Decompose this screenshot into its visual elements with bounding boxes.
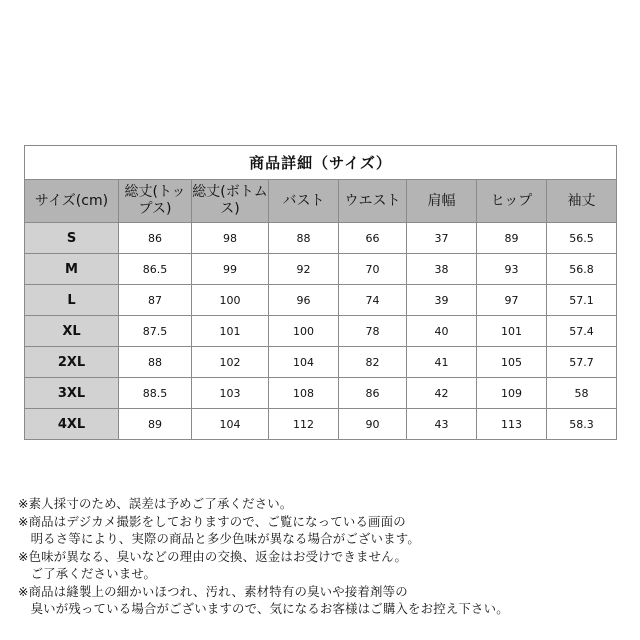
size-label-cell: L bbox=[25, 285, 119, 316]
table-cell: 89 bbox=[119, 409, 192, 440]
size-label-cell: M bbox=[25, 254, 119, 285]
note-line: 臭いが残っている場合がございますので、気になるお客様はご購入をお控え下さい。 bbox=[18, 601, 509, 616]
table-cell: 102 bbox=[192, 347, 269, 378]
table-cell: 57.4 bbox=[547, 316, 617, 347]
table-cell: 70 bbox=[339, 254, 407, 285]
table-cell: 82 bbox=[339, 347, 407, 378]
table-cell: 108 bbox=[269, 378, 339, 409]
table-cell: 104 bbox=[192, 409, 269, 440]
table-cell: 56.5 bbox=[547, 223, 617, 254]
column-header: 総丈(ボトムス) bbox=[192, 180, 269, 223]
table-row bbox=[25, 223, 617, 254]
table-cell: 90 bbox=[339, 409, 407, 440]
notes-section bbox=[18, 495, 638, 618]
table-cell: 38 bbox=[407, 254, 477, 285]
column-header: 肩幅 bbox=[407, 180, 477, 223]
table-cell: 96 bbox=[269, 285, 339, 316]
table-cell: 100 bbox=[192, 285, 269, 316]
table-cell: 58 bbox=[547, 378, 617, 409]
table-title: 商品詳細（サイズ） bbox=[25, 146, 617, 180]
table-cell: 88.5 bbox=[119, 378, 192, 409]
table-cell: 43 bbox=[407, 409, 477, 440]
table-cell: 42 bbox=[407, 378, 477, 409]
table-cell: 93 bbox=[477, 254, 547, 285]
size-label-cell: 2XL bbox=[25, 347, 119, 378]
table-cell: 86 bbox=[339, 378, 407, 409]
table-cell: 37 bbox=[407, 223, 477, 254]
table-cell: 74 bbox=[339, 285, 407, 316]
table-row bbox=[25, 285, 617, 316]
size-table bbox=[24, 145, 617, 440]
table-cell: 78 bbox=[339, 316, 407, 347]
table-cell: 57.1 bbox=[547, 285, 617, 316]
column-header: 袖丈 bbox=[547, 180, 617, 223]
table-cell: 86 bbox=[119, 223, 192, 254]
table-cell: 56.8 bbox=[547, 254, 617, 285]
size-label-cell: 3XL bbox=[25, 378, 119, 409]
table-cell: 58.3 bbox=[547, 409, 617, 440]
table-cell: 66 bbox=[339, 223, 407, 254]
column-header: ウエスト bbox=[339, 180, 407, 223]
table-header-row bbox=[25, 180, 617, 223]
table-cell: 87 bbox=[119, 285, 192, 316]
note-line: ※色味が異なる、臭いなどの理由の交換、返金はお受けできません。 bbox=[18, 548, 408, 564]
column-header: バスト bbox=[269, 180, 339, 223]
table-cell: 39 bbox=[407, 285, 477, 316]
table-cell: 89 bbox=[477, 223, 547, 254]
column-header: 総丈(トップス) bbox=[119, 180, 192, 223]
size-label-cell: 4XL bbox=[25, 409, 119, 440]
table-cell: 88 bbox=[269, 223, 339, 254]
table-cell: 41 bbox=[407, 347, 477, 378]
table-cell: 87.5 bbox=[119, 316, 192, 347]
table-cell: 40 bbox=[407, 316, 477, 347]
table-body bbox=[25, 223, 617, 440]
table-cell: 113 bbox=[477, 409, 547, 440]
table-cell: 99 bbox=[192, 254, 269, 285]
table-cell: 100 bbox=[269, 316, 339, 347]
size-label-cell: S bbox=[25, 223, 119, 254]
table-cell: 101 bbox=[477, 316, 547, 347]
table-row bbox=[25, 347, 617, 378]
table-cell: 97 bbox=[477, 285, 547, 316]
table-cell: 92 bbox=[269, 254, 339, 285]
table-row bbox=[25, 409, 617, 440]
table-cell: 103 bbox=[192, 378, 269, 409]
table-cell: 98 bbox=[192, 223, 269, 254]
table-cell: 105 bbox=[477, 347, 547, 378]
table-cell: 88 bbox=[119, 347, 192, 378]
note-line: ※商品は縫製上の細かいほつれ、汚れ、素材特有の臭いや接着剤等の bbox=[18, 583, 408, 599]
table-cell: 104 bbox=[269, 347, 339, 378]
note-line: ご了承くださいませ。 bbox=[18, 566, 157, 581]
note-line: ※素人採寸のため、誤差は予めご了承ください。 bbox=[18, 496, 293, 511]
column-header: サイズ(cm) bbox=[25, 180, 119, 223]
table-cell: 57.7 bbox=[547, 347, 617, 378]
column-header: ヒップ bbox=[477, 180, 547, 223]
table-cell: 109 bbox=[477, 378, 547, 409]
note-line: ※商品はデジカメ撮影をしておりますので、ご覧になっている画面の bbox=[18, 513, 406, 529]
table-row bbox=[25, 316, 617, 347]
note-line: 明るさ等により、実際の商品と多少色味が異なる場合がございます。 bbox=[18, 531, 420, 546]
table-cell: 86.5 bbox=[119, 254, 192, 285]
table-row bbox=[25, 378, 617, 409]
table-cell: 101 bbox=[192, 316, 269, 347]
size-label-cell: XL bbox=[25, 316, 119, 347]
table-cell: 112 bbox=[269, 409, 339, 440]
table-row bbox=[25, 254, 617, 285]
